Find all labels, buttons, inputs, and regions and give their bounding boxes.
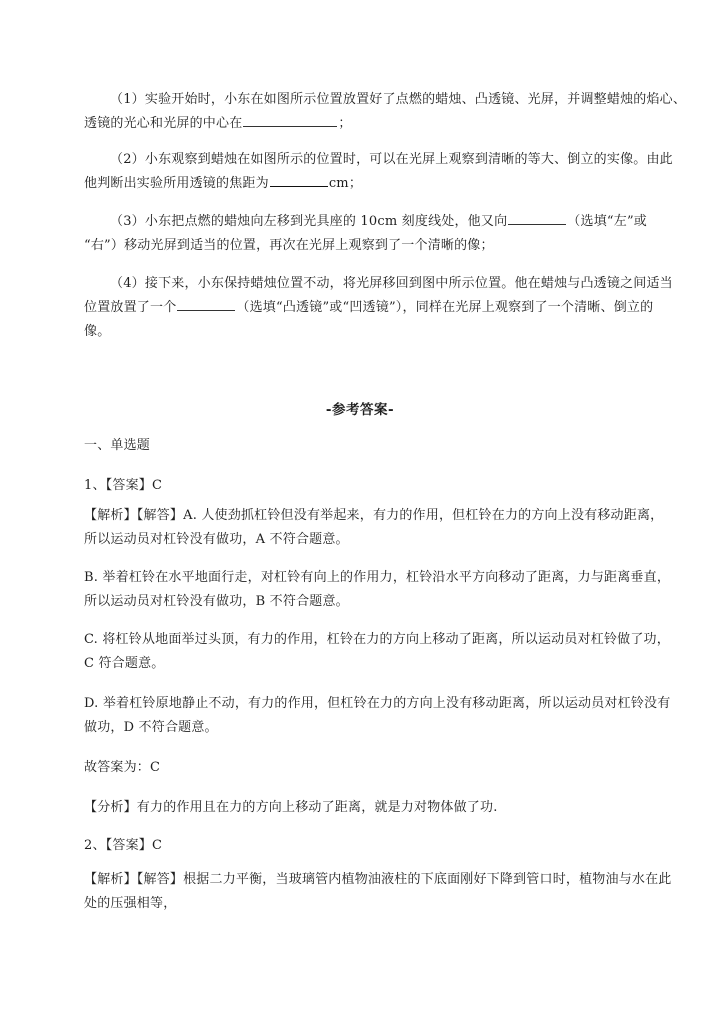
analysis-c-line-2: C 符合题意。 xyxy=(84,656,165,671)
question-2-line-1: （2）小东观察到蜡烛在如图所示的位置时，可以在光屏上观察到清晰的等大、倒立的实像。由此 xyxy=(110,152,673,167)
answer-1-analysis-a xyxy=(84,504,674,552)
analysis-b-line-2: 所以运动员对杠铃没有做功，B 不符合题意。 xyxy=(84,594,349,609)
answer-1-analysis-c xyxy=(84,628,674,676)
question-3-line-2: “右”）移动光屏到适当的位置，再次在光屏上观察到了一个清晰的像； xyxy=(84,238,494,253)
question-4-hint: （选填“凸透镜”或“凹透镜”），同样在光屏上观察到了一个清晰、倒立的 xyxy=(236,300,654,315)
answer-blank-3[interactable] xyxy=(508,210,566,225)
answer-2-analysis-line-2: 处的压强相等， xyxy=(84,896,177,911)
question-1-line-2 xyxy=(84,112,674,136)
answer-blank-1[interactable] xyxy=(243,112,337,127)
analysis-d-line-1: D. 举着杠铃原地静止不动，有力的作用，但杠铃在力的方向上没有移动距离，所以运动员对杠铃没有 xyxy=(84,696,671,711)
question-4 xyxy=(84,272,674,344)
answer-1-conclusion: 故答案为：C xyxy=(84,760,161,775)
analysis-d-line-2: 做功，D 不符合题意。 xyxy=(84,720,218,735)
answer-1-analysis-b xyxy=(84,566,674,614)
question-4-line-2 xyxy=(84,296,674,320)
answer-blank-2[interactable] xyxy=(270,172,328,187)
answer-1-analysis-d xyxy=(84,692,674,740)
question-2-unit: cm； xyxy=(328,176,363,191)
answer-2-analysis-line-1: 【解析】【解答】根据二力平衡，当玻璃管内植物油液柱的下底面刚好下降到管口时，植物油与水在此 xyxy=(84,872,672,887)
question-2 xyxy=(84,148,674,196)
analysis-c-line-1: C. 将杠铃从地面举过头顶，有力的作用，杠铃在力的方向上移动了距离，所以运动员对杠铃做了功， xyxy=(84,632,670,647)
answer-blank-4[interactable] xyxy=(177,296,235,311)
question-3-line-1 xyxy=(84,210,674,234)
question-4-line-1: （4）接下来，小东保持蜡烛位置不动，将光屏移回到图中所示位置。他在蜡烛与凸透镜之间适当 xyxy=(110,276,673,291)
question-2-line-2 xyxy=(84,172,674,196)
answer-2-analysis xyxy=(84,868,674,916)
question-2-text: 他判断出实验所用透镜的焦距为 xyxy=(84,176,269,191)
question-4-text: 位置放置了一个 xyxy=(84,300,177,315)
answer-2-label: 2、【答案】C xyxy=(84,838,163,853)
question-1 xyxy=(84,88,687,136)
answer-1-summary: 【分析】有力的作用且在力的方向上移动了距离，就是力对物体做了功. xyxy=(84,800,498,815)
answer-key-title: -参考答案- xyxy=(325,402,395,418)
question-1-punct: ； xyxy=(338,116,352,131)
question-1-line-1: （1）实验开始时，小东在如图所示位置放置好了点燃的蜡烛、凸透镜、光屏，并调整蜡烛的焰心、 xyxy=(110,92,687,107)
question-1-text: 透镜的光心和光屏的中心在 xyxy=(84,116,243,131)
answer-1-label: 1、【答案】C xyxy=(84,478,163,493)
analysis-b-line-1: B. 举着杠铃在水平地面行走，对杠铃有向上的作用力，杠铃沿水平方向移动了距离，力与距离垂直， xyxy=(84,570,671,585)
analysis-a-line-1: 【解析】【解答】A. 人使劲抓杠铃但没有举起来，有力的作用，但杠铃在力的方向上没有移动距离， xyxy=(84,508,664,523)
question-4-line-3: 像。 xyxy=(84,324,111,339)
question-3 xyxy=(84,210,674,258)
analysis-a-line-2: 所以运动员对杠铃没有做功，A 不符合题意。 xyxy=(84,532,349,547)
question-3-text: （3）小东把点燃的蜡烛向左移到光具座的 10cm 刻度线处，他又向 xyxy=(110,214,508,229)
question-3-hint: （选填“左”或 xyxy=(567,214,647,229)
section-heading: 一、单选题 xyxy=(84,438,151,453)
